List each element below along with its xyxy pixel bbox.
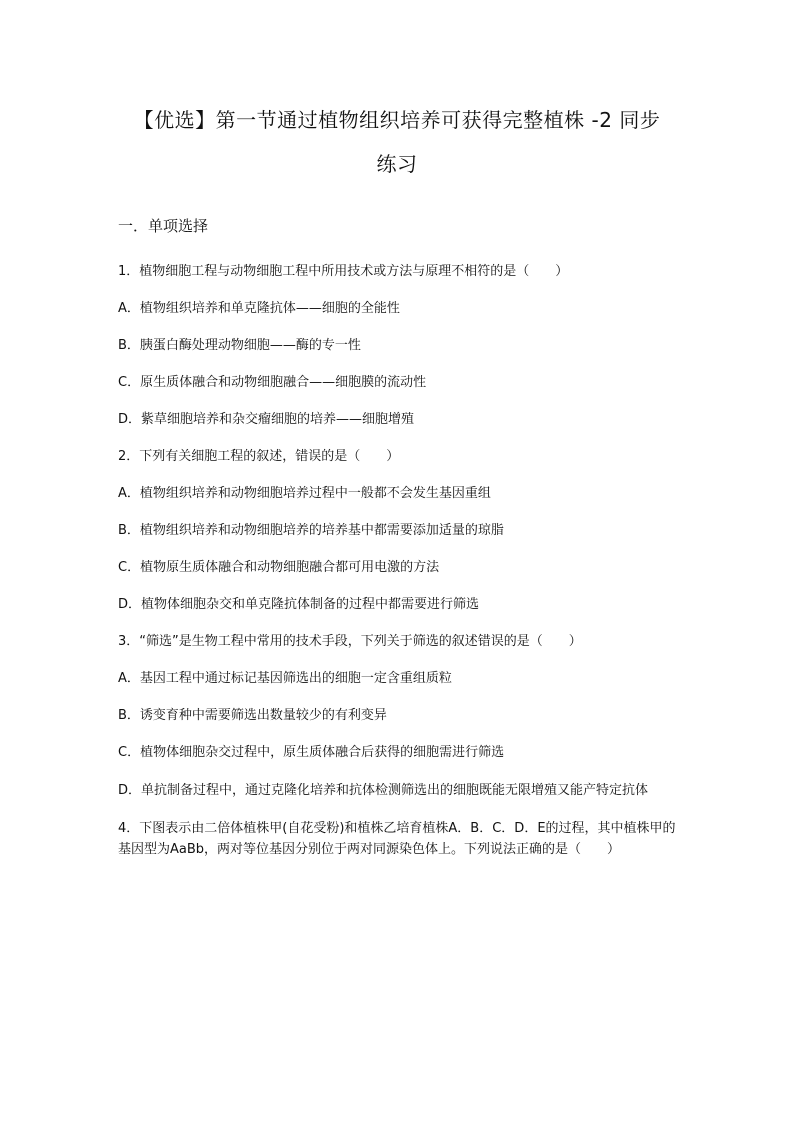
question-1-option-a: A．植物组织培养和单克隆抗体——细胞的全能性 [118,301,400,316]
page-title-line-1: 【优选】第一节通过植物组织培养可获得完整植株 -2 同步 [133,108,661,132]
question-1-stem: 1．植物细胞工程与动物细胞工程中所用技术或方法与原理不相符的是（ ） [118,264,569,279]
page-title [118,0,676,186]
question-3-stem: 3．“筛选”是生物工程中常用的技术手段，下列关于筛选的叙述错误的是（ ） [118,634,582,649]
question-2-stem: 2．下列有关细胞工程的叙述，错误的是（ ） [118,449,400,464]
question-2-option-d: D．植物体细胞杂交和单克隆抗体制备的过程中都需要进行筛选 [118,597,480,612]
question-2-option-a: A．植物组织培养和动物细胞培养过程中一般都不会发生基因重组 [118,486,491,501]
question-3-option-d: D．单抗制备过程中，通过克隆化培养和抗体检测筛选出的细胞既能无限增殖又能产特定抗体 [118,783,649,798]
question-3-option-c: C．植物体细胞杂交过程中，原生质体融合后获得的细胞需进行筛选 [118,745,505,760]
section-heading: 一．单项选择 [118,217,209,235]
page-title-line-2: 练习 [376,152,418,176]
question-2-option-b: B．植物组织培养和动物细胞培养的培养基中都需要添加适量的琼脂 [118,523,504,538]
question-3-option-b: B．诱变育种中需要筛选出数量较少的有利变异 [118,708,387,723]
question-1-option-b: B．胰蛋白酶处理动物细胞——酶的专一性 [118,338,361,353]
question-1-option-d: D．紫草细胞培养和杂交瘤细胞的培养——细胞增殖 [118,412,415,427]
question-1-option-c: C．原生质体融合和动物细胞融合——细胞膜的流动性 [118,375,427,390]
question-2-option-c: C．植物原生质体融合和动物细胞融合都可用电激的方法 [118,560,440,575]
question-4-stem: 4．下图表示由二倍体植株甲(自花受粉)和植株乙培育植株A．B．C．D．E的过程，其中植株甲的基因型为AaBb，两对等位基因分别位于两对同源染色体上。下列说法正确的是（ ） [118,821,676,857]
question-3-option-a: A．基因工程中通过标记基因筛选出的细胞一定含重组质粒 [118,671,452,686]
